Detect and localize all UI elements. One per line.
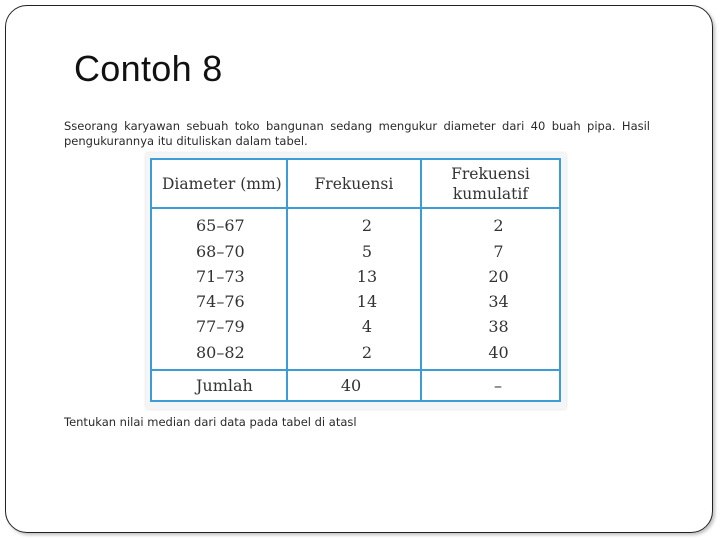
- total-frekuensi: 40: [287, 370, 421, 401]
- cell-diameter: 74–76: [151, 289, 287, 314]
- cell-diameter: 77–79: [151, 314, 287, 339]
- cell-diameter: 71–73: [151, 264, 287, 289]
- total-kumulatif: –: [421, 370, 560, 401]
- table-row: [151, 238, 560, 263]
- cell-diameter: 80–82: [151, 340, 287, 370]
- cell-kumulatif: 40: [421, 340, 560, 370]
- table-row: [151, 289, 560, 314]
- header-diameter: Diameter (mm): [151, 159, 287, 208]
- table-image: [146, 153, 566, 409]
- cell-diameter: 68–70: [151, 238, 287, 263]
- cell-kumulatif: 20: [421, 264, 560, 289]
- table-row: [151, 314, 560, 339]
- table-header-row: [151, 159, 560, 208]
- cell-frekuensi: 2: [287, 208, 421, 238]
- cell-kumulatif: 7: [421, 238, 560, 263]
- header-kumulatif-line2: kumulatif: [452, 184, 529, 203]
- cell-frekuensi: 13: [287, 264, 421, 289]
- cell-kumulatif: 2: [421, 208, 560, 238]
- header-frekuensi: Frekuensi: [287, 159, 421, 208]
- problem-text: Sseorang karyawan sebuah toko bangunan sedang mengukur diameter dari 40 buah pipa. Hasil pengukurannya itu dituliskan dalam tabel.: [64, 119, 650, 148]
- table-total-row: [151, 370, 560, 401]
- cell-frekuensi: 4: [287, 314, 421, 339]
- question-text: Tentukan nilai median dari data pada tabel di atasl: [64, 415, 357, 429]
- cell-frekuensi: 2: [287, 340, 421, 370]
- frequency-table: [150, 158, 561, 402]
- table-row: [151, 340, 560, 370]
- table-row: [151, 208, 560, 238]
- cell-frekuensi: 5: [287, 238, 421, 263]
- cell-kumulatif: 34: [421, 289, 560, 314]
- cell-diameter: 65–67: [151, 208, 287, 238]
- table-row: [151, 264, 560, 289]
- header-kumulatif-line1: Frekuensi: [451, 164, 530, 183]
- slide-title: Contoh 8: [74, 48, 223, 89]
- total-label: Jumlah: [151, 370, 287, 401]
- header-frekuensi-kumulatif: [421, 159, 560, 208]
- cell-frekuensi: 14: [287, 289, 421, 314]
- cell-kumulatif: 38: [421, 314, 560, 339]
